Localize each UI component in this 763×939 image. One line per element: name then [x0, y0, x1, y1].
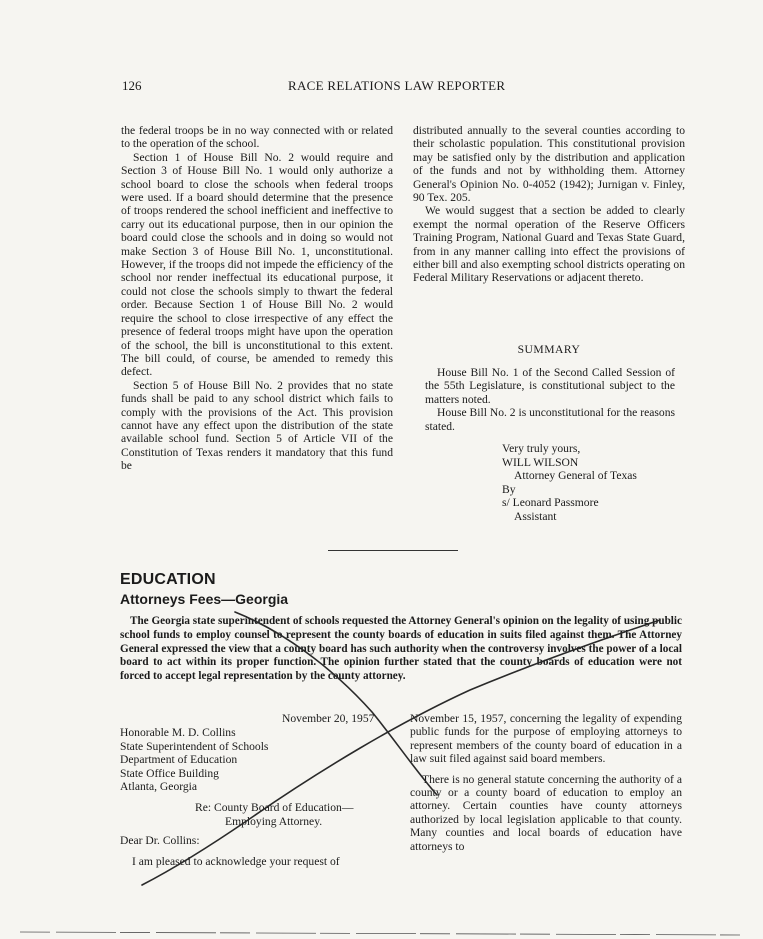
closing: Very truly yours, — [502, 442, 581, 455]
assistant-title: Assistant — [514, 509, 557, 523]
summary-body — [425, 366, 675, 433]
letter-paragraph: There is no general statute concerning the authority of a county or a county board of education to employ an attorney. Certain counties have county attorneys authorized by local legislation applicable to that county. Many counties and local boards of education have attorneys to — [410, 772, 682, 853]
letter-date: November 20, 1957 — [282, 712, 375, 725]
address-line: State Office Building — [120, 766, 219, 780]
underline-mark — [20, 932, 740, 935]
running-title: RACE RELATIONS LAW REPORTER — [288, 78, 506, 93]
section-title: EDUCATION — [120, 571, 216, 588]
paragraph: We would suggest that a section be added to clearly exempt the normal operation of the Reserve Officers Training Program, National Guard and Texas State Guard, from in any manner calling into effect the provisions of either bill and also exempting school districts operating on Federal Military Reservations or adjacent thereto. — [413, 204, 685, 285]
by-line: By — [502, 482, 516, 496]
paragraph: the federal troops be in no way connected with or related to the operation of the school. — [121, 124, 393, 151]
address-line: State Superintendent of Schools — [120, 739, 269, 753]
re-line — [195, 801, 353, 828]
letter-body-right — [410, 712, 682, 853]
left-column — [121, 124, 393, 473]
paragraph: distributed annually to the several counties according to their scholastic population. This constitutional provision may be satisfied only by the distribution and application of the funds and not by withholding them. Attorney General's Opinion No. 0-4052 (1942); Jurnigan v. Finley, 90 Tex. 205. — [413, 124, 685, 205]
summary-paragraph: House Bill No. 1 of the Second Called Session of the 55th Legislature, is constitutional subject to the matters noted. — [425, 366, 675, 406]
re-line-2: Employing Attorney. — [225, 814, 323, 828]
page-number: 126 — [122, 78, 142, 93]
assistant-signature: s/ Leonard Passmore — [502, 496, 599, 510]
paragraph: Section 5 of House Bill No. 2 provides that no state funds shall be paid to any school district which fails to comply with the provisions of the Act. This provision cannot have any effect upon the distribution of the state available school fund. Section 5 of Article VII of the Constitution of Texas renders it mandatory that this fund be — [121, 378, 393, 473]
section-subtitle: Attorneys Fees—Georgia — [120, 591, 289, 607]
right-column — [413, 124, 685, 285]
page-header — [122, 78, 682, 96]
signer-name: WILL WILSON — [502, 455, 579, 469]
summary-paragraph: House Bill No. 2 is unconstitutional for the reasons stated. — [425, 406, 675, 433]
letter-paragraph: I am pleased to acknowledge your request of — [132, 855, 340, 868]
re-line-1: Re: County Board of Education— — [195, 801, 354, 814]
headnote — [120, 615, 682, 684]
section-divider — [328, 550, 458, 551]
salutation: Dear Dr. Collins: — [120, 834, 200, 847]
address-line: Department of Education — [120, 753, 238, 766]
headnote-text: The Georgia state superintendent of schools requested the Attorney General's opinion on the legality of using public school funds to employ counsel to represent the county boards of education in suits filed against them. The Attorney General expressed the view that a county board has such authority when the controversy involves the power of a local board to act within its proper function. The opinion further stated that the county boards of education were not forced to accept legal representation by the county attorney. — [120, 615, 682, 683]
summary-heading: SUMMARY — [517, 343, 581, 356]
letter-paragraph: November 15, 1957, concerning the legality of expending public funds for the purpose of employing attorneys to represent members of the county board of education in a law suit filed against said board members. — [410, 712, 682, 766]
address-line: Atlanta, Georgia — [120, 780, 198, 793]
signer-title: Attorney General of Texas — [514, 469, 637, 483]
address-block — [120, 726, 268, 794]
paragraph: Section 1 of House Bill No. 2 would require and Section 3 of House Bill No. 1 would only authorize a school board to close the schools when federal troops were used. If a board should determine that the presence of troops rendered the school inefficient and ineffective to carry out its educational purpose, then in our opinion the board could close the schools and in doing so would not make Section 3 of House Bill No. 1, unconstitutional. However, if the troops did not impede the efficiency of the school nor render ineffectual its educational purpose, it could not close the schools simply to thwart the federal order. Because Section 1 of House Bill No. 2 would require the school to close irrespective of any effect the presence of federal troops might have upon the operation of the school, the bill is unconstitutional to this extent. The bill could, of course, be amended to remedy this defect. — [121, 150, 394, 379]
letter-body-left — [120, 855, 392, 868]
address-line: Honorable M. D. Collins — [120, 726, 236, 739]
signature-block — [502, 442, 702, 524]
